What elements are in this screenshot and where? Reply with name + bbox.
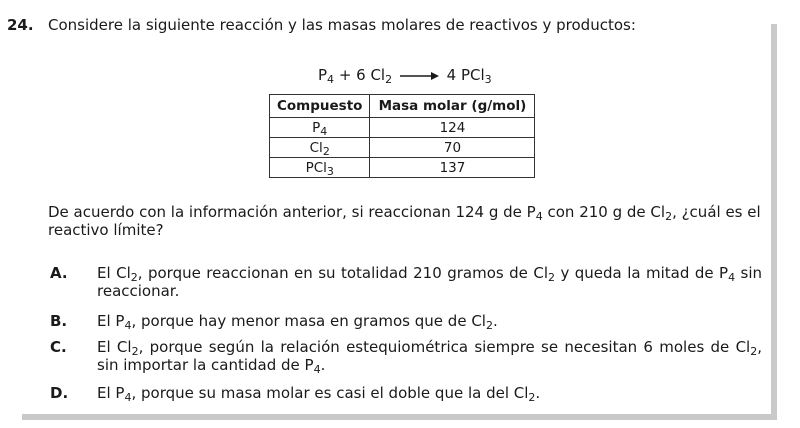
question-prompt: Considere la siguiente reacción y las masas molares de reactivos y productos: <box>48 16 636 34</box>
option-text: El $Cl_2$, porque según la relación estequiométrica siempre se necesitan 6 moles de $Cl_2$, sin importar la cantidad de $P_4$. <box>97 338 762 376</box>
compound-cell: PCl$_3$ <box>270 158 370 178</box>
header-compound: Compuesto <box>270 95 370 118</box>
question-context: De acuerdo con la información anterior, si reaccionan 124 g de $P_4$ con 210 g de $Cl_2$, ¿cuál es el reactivo límite? <box>48 203 761 239</box>
option-text: El $P_4$, porque su masa molar es casi el doble que la del $Cl_2$. <box>97 384 541 404</box>
compound-cell: $P_4$ <box>270 118 370 138</box>
table-header-row <box>270 95 535 118</box>
option-letter: A. <box>50 264 68 282</box>
molar-mass-cell: 137 <box>370 158 535 178</box>
equation-reactants: $P_4 + 6$ $Cl_2$ <box>318 66 393 86</box>
option-letter: D. <box>50 384 69 402</box>
card-shadow-bottom <box>22 414 777 420</box>
option-text: El $P_4$, porque hay menor masa en gramos que de $Cl_2$. <box>97 312 498 332</box>
molar-mass-cell: 70 <box>370 138 535 158</box>
card-shadow-right <box>771 24 777 420</box>
reaction-arrow-icon <box>400 71 440 81</box>
option-letter: C. <box>50 338 67 356</box>
equation-products: 4 PCl$_3$ <box>446 66 492 86</box>
compound-cell: $Cl_2$ <box>270 138 370 158</box>
header-molar-mass: Masa molar (g/mol) <box>370 95 535 118</box>
question-number: 24. <box>7 16 34 34</box>
chemical-equation <box>318 66 492 84</box>
table-row <box>270 158 535 178</box>
table-row <box>270 138 535 158</box>
option-text: El $Cl_2$, porque reaccionan en su totalidad 210 gramos de $Cl_2$ y queda la mitad de $P_4$ sin reaccionar. <box>97 264 763 300</box>
molar-mass-table <box>269 94 535 178</box>
molar-mass-cell: 124 <box>370 118 535 138</box>
option-letter: B. <box>50 312 68 330</box>
table-row <box>270 118 535 138</box>
